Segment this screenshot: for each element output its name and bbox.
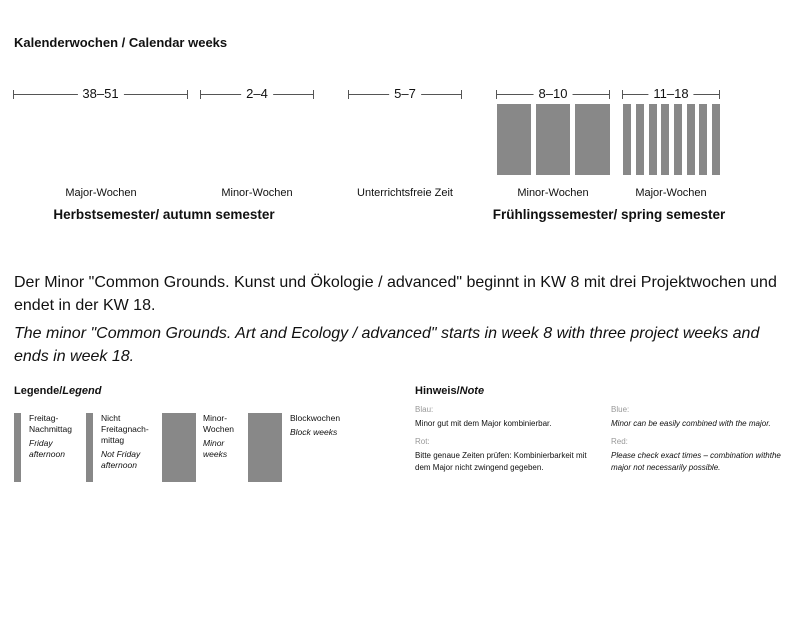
week-bar <box>661 104 669 175</box>
legend-swatch-minor <box>162 413 196 482</box>
range-38-51 <box>13 86 188 102</box>
range-label: 11–18 <box>648 86 693 102</box>
semester-spring: Frühlingssemester/ spring semester <box>492 207 726 222</box>
page-title: Kalenderwochen / Calendar weeks <box>14 35 228 50</box>
note-blue-label-en: Blue: <box>611 405 630 414</box>
description-de: Der Minor "Common Grounds. Kunst und Ökologie / advanced" beginnt in KW 8 mit drei Projektwochen und endet in der KW 18. <box>14 274 777 314</box>
week-bar <box>649 104 657 175</box>
legend-label-en: Minor weeks <box>203 438 228 459</box>
legend-title-de: Legende/ <box>14 385 63 397</box>
week-bar <box>674 104 682 175</box>
range-label: 8–10 <box>534 86 573 102</box>
week-bar <box>687 104 695 175</box>
week-bar <box>712 104 720 175</box>
note-red-label-de: Rot: <box>415 437 430 446</box>
range-2-4 <box>200 86 314 102</box>
legend-label-de: Freitag-Nachmittag <box>29 413 72 434</box>
note-red-label-en: Red: <box>611 437 628 446</box>
week-bar <box>699 104 707 175</box>
range-label: 5–7 <box>389 86 421 102</box>
legend-label-en: Block weeks <box>290 427 338 437</box>
legend-label-de: Minor-Wochen <box>203 413 235 434</box>
week-bar <box>636 104 644 175</box>
range-5-7 <box>348 86 462 102</box>
legend-swatch-not-friday <box>86 413 93 482</box>
range-caption: Major-Wochen <box>65 187 137 199</box>
note-title-en: Note <box>459 385 485 397</box>
range-caption: Minor-Wochen <box>221 187 293 199</box>
legend-label-de: Nicht Freitagnach-mittag <box>101 413 149 445</box>
range-label: 2–4 <box>241 86 273 102</box>
legend-title-en: Legend <box>62 385 102 397</box>
legend-item-minor <box>203 413 243 460</box>
legend-label-en: Not Friday afternoon <box>101 449 141 470</box>
legend-item-not-friday <box>101 413 153 471</box>
block-week-bar <box>497 104 531 175</box>
week-bar <box>623 104 631 175</box>
note-red-text-en: Please check exact times – combination withthe major not necessarily possible. <box>611 451 781 472</box>
description-en: The minor "Common Grounds. Art and Ecology / advanced" starts in week 8 with three project weeks and ends in week 18. <box>14 325 760 365</box>
block-week-bar <box>575 104 610 175</box>
range-11-18 <box>622 86 720 102</box>
semester-autumn: Herbstsemester/ autumn semester <box>53 207 275 222</box>
note-title <box>415 385 484 397</box>
legend-swatch-block <box>248 413 282 482</box>
legend-label-de: Blockwochen <box>290 413 341 423</box>
legend-item-friday <box>29 413 79 460</box>
range-8-10 <box>496 86 610 102</box>
note-blue-label-de: Blau: <box>415 405 434 414</box>
note-title-de: Hinweis/ <box>415 385 460 397</box>
block-week-bar <box>536 104 570 175</box>
range-caption: Major-Wochen <box>635 187 707 199</box>
note-blue-text-de: Minor gut mit dem Major kombinierbar. <box>415 419 552 428</box>
range-label: 38–51 <box>77 86 123 102</box>
range-caption: Unterrichtsfreie Zeit <box>357 187 453 199</box>
range-caption: Minor-Wochen <box>517 187 589 199</box>
note-blue-text-en: Minor can be easily combined with the major. <box>611 419 771 428</box>
legend-title <box>14 385 101 397</box>
legend-swatch-friday <box>14 413 21 482</box>
note-red-text-de: Bitte genaue Zeiten prüfen: Kombinierbarkeit mit dem Major nicht zwingend gegeben. <box>415 451 587 472</box>
legend-item-block <box>290 413 350 438</box>
legend-label-en: Friday afternoon <box>29 438 65 459</box>
